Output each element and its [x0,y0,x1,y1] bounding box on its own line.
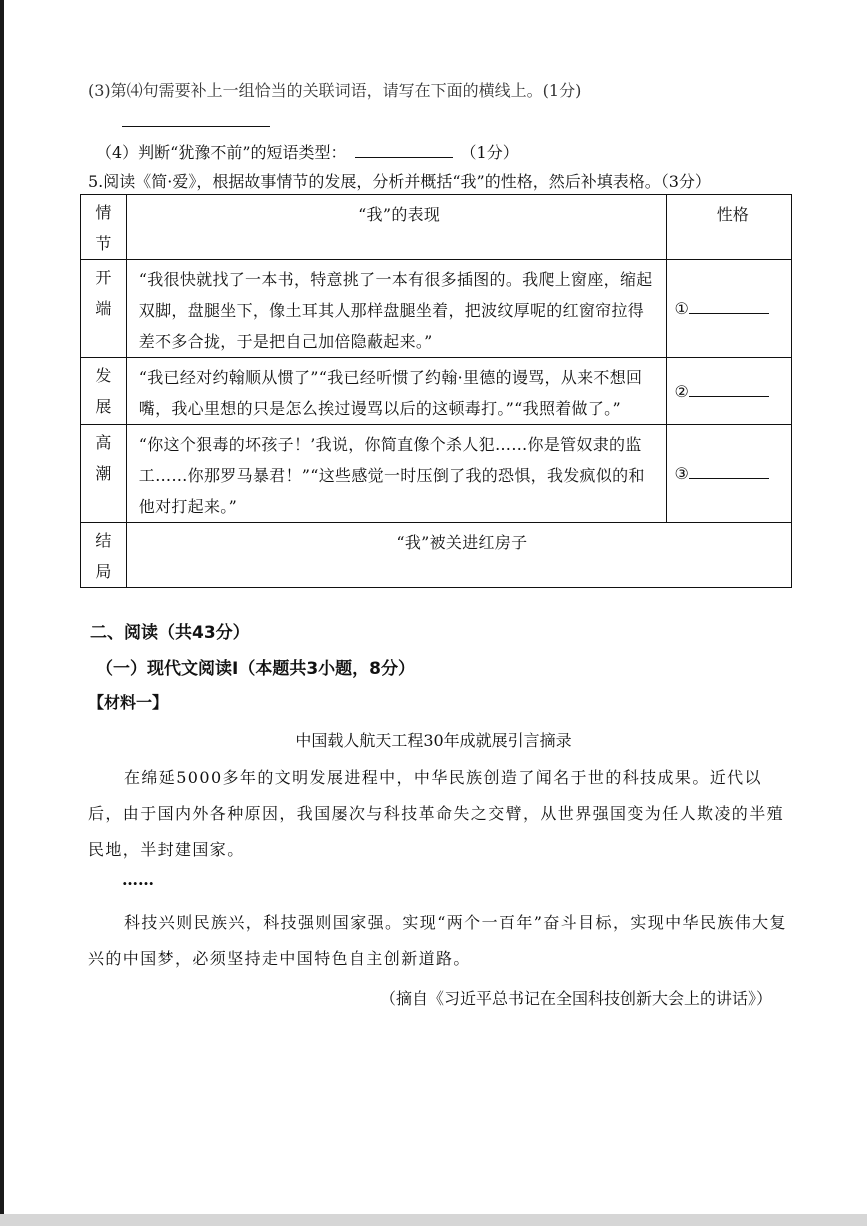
material-1-label: 【材料一】 [88,693,169,712]
answer-label: ③ [674,464,689,483]
scan-bottom-edge [0,1214,867,1226]
subsection-1-heading: （一）现代文阅读Ⅰ（本题共3小题，8分） [96,659,415,679]
table-row [81,425,792,523]
header-character: 性格 [666,195,791,260]
material-1-title: 中国载人航天工程30年成就展引言摘录 [295,731,572,750]
row-performance: “我很快就找了一本书，特意挑了一本有很多插图的。我爬上窗座，缩起双脚，盘腿坐下，像土耳其人那样盘腿坐着，把波纹厚呢的红窗帘拉得差不多合拢，于是把自己加倍隐蔽起来。” [126,260,666,358]
row-performance: “你这个狠毒的坏孩子！’我说，你简直像个杀人犯……你是管奴隶的监工……你那罗马暴君！”“这些感觉一时压倒了我的恐惧，我发疯似的和他对打起来。” [126,425,666,523]
table-row [81,260,792,358]
table-row [81,523,792,588]
question-4-answer-blank[interactable] [355,156,453,158]
row-character [666,425,791,523]
source-citation: （摘自《习近平总书记在全国科技创新大会上的讲话》） [380,989,773,1008]
paragraph-1: 在绵延5000多年的文明发展进程中，中华民族创造了闻名于世的科技成果。近代以后，由于国内外各种原因，我国屡次与科技革命失之交臂，从世界强国变为任人欺凌的半殖民地，半封建国家。 [88,768,785,859]
table-header-row [81,195,792,260]
header-performance: “我”的表现 [126,195,666,260]
question-4 [96,140,519,163]
answer-label: ① [674,299,689,318]
row-stage: 高潮 [81,425,127,523]
row-character [666,260,791,358]
row-outcome: “我”被关进红房子 [126,523,791,588]
row-stage: 开端 [81,260,127,358]
header-stage: 情节 [81,195,127,260]
jane-eyre-plot-table [80,194,792,588]
paragraph-2: 科技兴则民族兴，科技强则国家强。实现“两个一百年”奋斗目标，实现中华民族伟大复兴的中国梦，必须坚持走中国特色自主创新道路。 [88,913,787,968]
character-answer-blank[interactable] [689,477,769,479]
question-4-suffix: （1分） [460,143,519,162]
ellipsis: …… [122,870,154,889]
row-stage: 发展 [81,358,127,425]
row-performance: “我已经对约翰顺从惯了”“我已经听惯了约翰·里德的谩骂，从来不想回嘴，我心里想的只是怎么挨过谩骂以后的这顿毒打。”“我照着做了。” [126,358,666,425]
row-stage: 结局 [81,523,127,588]
section-2-heading: 二、阅读（共43分） [90,623,250,643]
character-answer-blank[interactable] [689,312,769,314]
question-5: 5.阅读《简·爱》，根据故事情节的发展，分析并概括“我”的性格，然后补填表格。（3分） [88,172,711,191]
answer-label: ② [674,381,689,401]
row-character [666,358,791,425]
question-4-prefix: （4）判断“犹豫不前”的短语类型： [96,143,347,162]
table-row [81,358,792,425]
scan-left-edge [0,0,4,1226]
question-3-text: (3)第⑷句需要补上一组恰当的关联词语，请写在下面的横线上。(1分) [88,81,582,100]
question-3-answer-blank[interactable] [122,112,270,131]
character-answer-blank[interactable] [689,395,769,397]
